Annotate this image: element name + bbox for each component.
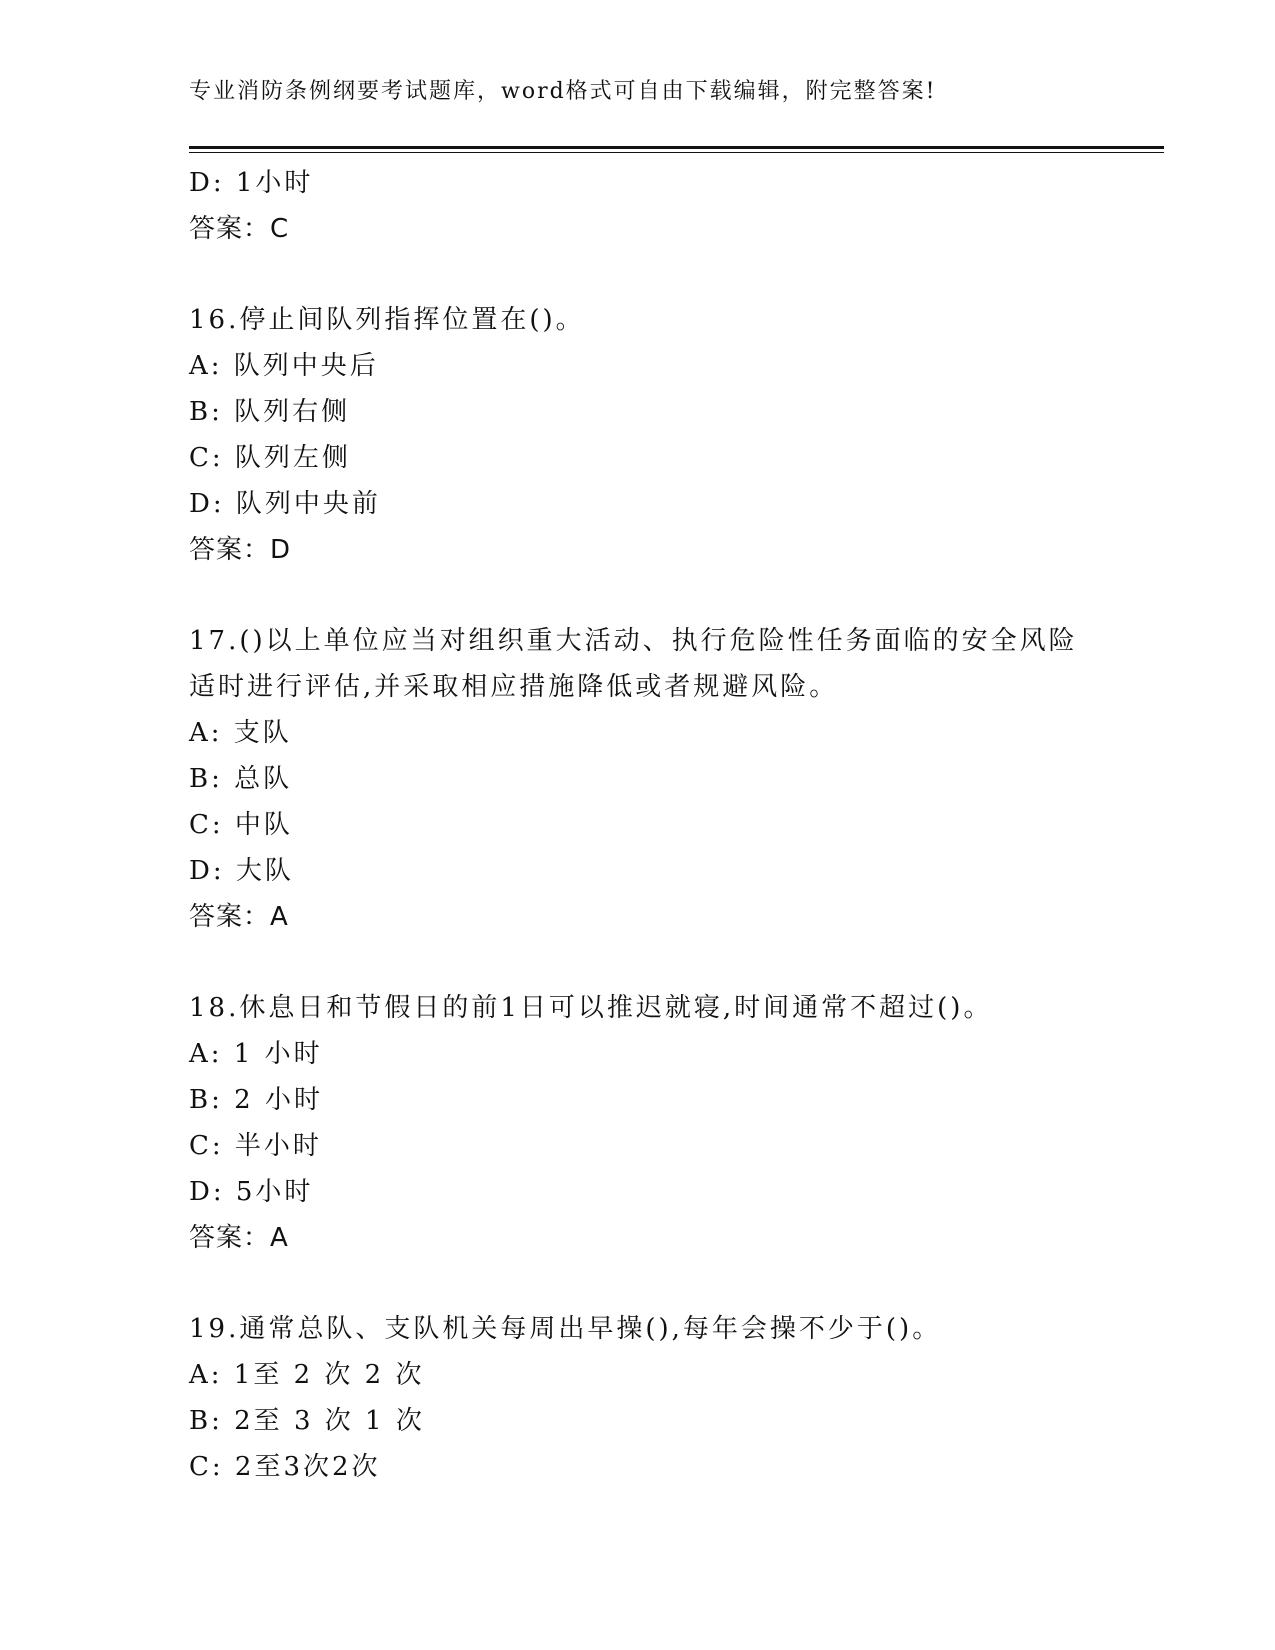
question-18 — [189, 985, 1089, 1261]
option-b: B: 2至 3 次 1 次 — [189, 1406, 425, 1436]
question-stem-line-1: 17.()以上单位应当对组织重大活动、执行危险性任务面临的安全风险 — [189, 626, 1078, 656]
option-d: D: 5小时 — [189, 1177, 314, 1207]
option-c: C: 半小时 — [189, 1131, 322, 1161]
option-b: B: 2 小时 — [189, 1085, 323, 1115]
question-stem: 16.停止间队列指挥位置在()。 — [189, 305, 585, 335]
option-c: C: 2至3次2次 — [189, 1452, 381, 1482]
page-header: 专业消防条例纲要考试题库，word格式可自由下载编辑，附完整答案! — [189, 79, 937, 104]
question-16 — [189, 297, 1089, 573]
option-d: D: 大队 — [189, 856, 294, 886]
option-a: A: 支队 — [189, 718, 292, 748]
question-stem: 19.通常总队、支队机关每周出早操(),每年会操不少于()。 — [189, 1314, 942, 1344]
option-a: A: 队列中央后 — [189, 351, 379, 381]
header-divider-thin — [189, 152, 1164, 153]
option-c: C: 队列左侧 — [189, 443, 351, 473]
question-content — [189, 160, 1089, 1490]
question-stem-line-2: 适时进行评估,并采取相应措施降低或者规避风险。 — [189, 672, 839, 702]
header-divider-thick — [189, 146, 1164, 149]
option-d: D: 队列中央前 — [189, 489, 381, 519]
option-b: B: 队列右侧 — [189, 397, 351, 427]
answer-label: 答案：A — [189, 1223, 289, 1253]
answer-label: 答案：D — [189, 535, 292, 565]
question-19 — [189, 1306, 1089, 1490]
question-stem: 18.休息日和节假日的前1日可以推迟就寝,时间通常不超过()。 — [189, 993, 993, 1023]
option-a: A: 1 小时 — [189, 1039, 323, 1069]
answer-label: 答案：C — [189, 214, 290, 244]
option-d: D: 1小时 — [189, 168, 314, 198]
option-a: A: 1至 2 次 2 次 — [189, 1360, 425, 1390]
answer-label: 答案：A — [189, 902, 289, 932]
question-17 — [189, 618, 1089, 940]
option-c: C: 中队 — [189, 810, 293, 840]
option-b: B: 总队 — [189, 764, 293, 794]
